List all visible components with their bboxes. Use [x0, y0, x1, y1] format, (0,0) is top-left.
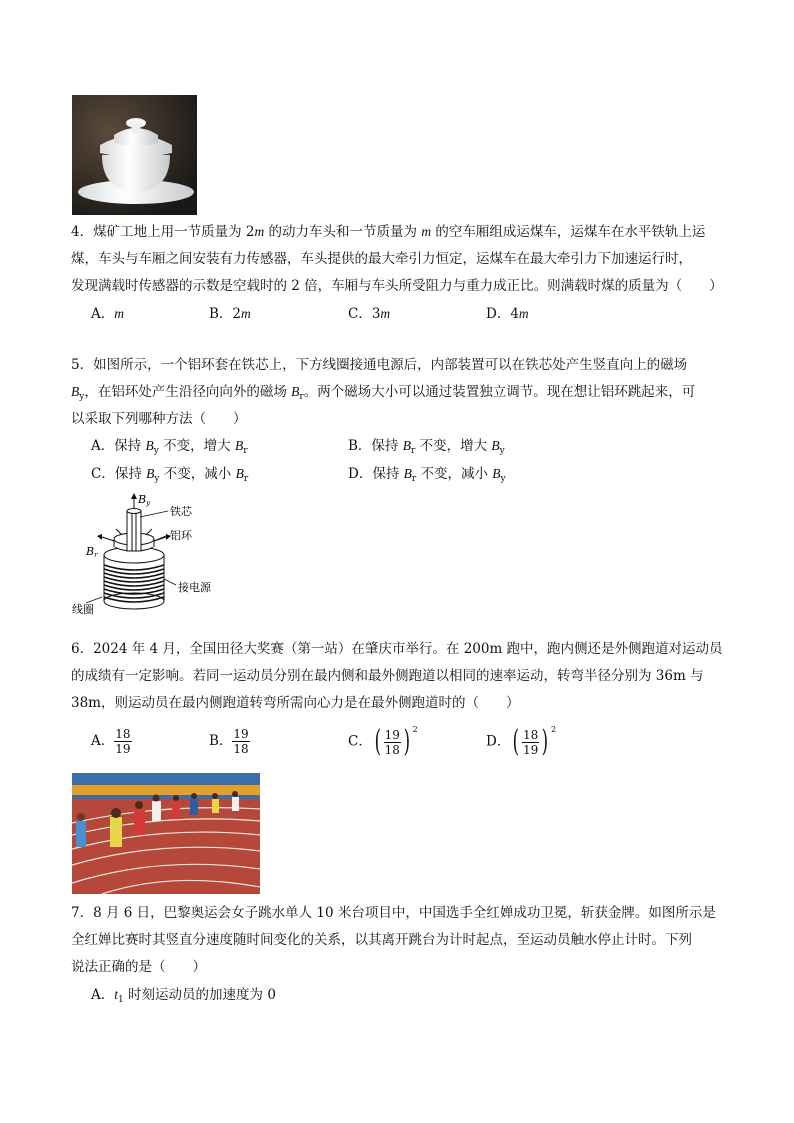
- q6-d-num: 18: [523, 727, 539, 742]
- q6-option-c[interactable]: C．( $\frac{19}{18}$ ) $^2$: [348, 724, 418, 759]
- q5-line-1: 5．如图所示，一个铝环套在铁芯上，下方线圈接通电源后，内部装置可以在铁芯处产生竖直向上的磁场: [71, 357, 688, 373]
- label-core: 铁芯: [170, 505, 192, 518]
- q6-a-frac: [114, 727, 131, 756]
- label-br: Br: [86, 545, 98, 559]
- q6-line-3: 38m，则运动员在最内侧跑道转弯所需向心力是在最外侧跑道时的（ ）: [71, 695, 520, 711]
- label-coil: 线圈: [72, 603, 94, 616]
- q6-b-frac: [232, 727, 249, 756]
- q7-line-2: 全红婵比赛时其竖直分速度随时间变化的关系，以其离开跳台为计时起点，至运动员触水停止计时。下列: [71, 932, 692, 948]
- q6-b-num: 19: [233, 727, 249, 741]
- q5-option-a[interactable]: A．保持 $B_y$ 不变，增大 $B_r$: [91, 438, 248, 456]
- track-photo: [72, 773, 260, 894]
- q6-c-num: 19: [384, 727, 400, 742]
- q4-option-b[interactable]: B．2m: [209, 306, 251, 322]
- q4-option-c[interactable]: C．3m: [348, 306, 391, 322]
- q6-d-power: 2: [551, 724, 557, 734]
- q6-c-den: 18: [384, 742, 400, 757]
- q4-option-d[interactable]: D．4m: [486, 306, 529, 322]
- iron-core: [127, 509, 141, 552]
- label-power: 接电源: [178, 581, 211, 594]
- q6-a-den: 19: [115, 742, 131, 756]
- q6-c-label: C．: [348, 733, 372, 750]
- q6-d-den: 19: [523, 742, 539, 757]
- q4-option-a[interactable]: A．m: [91, 306, 124, 322]
- coil-windings: [104, 565, 164, 602]
- q5-option-c[interactable]: C．保持 $B_y$ 不变，减小 $B_r$: [91, 466, 249, 484]
- q5-line-2: $B_y$，在铝环处产生沿径向向外的磁场 $B_r$。两个磁场大小可以通过装置独立调节。现在想让铝环跳起来，可: [71, 384, 696, 402]
- q5-option-d[interactable]: D．保持 $B_r$ 不变，减小 $B_y$: [348, 466, 506, 484]
- by-arrow: [131, 493, 137, 509]
- teacup-photo: [72, 95, 197, 215]
- q6-b-label: B．: [209, 733, 233, 749]
- q6-c-frac: [384, 728, 401, 757]
- q6-line-2: 的成绩有一定影响。若同一运动员分别在最内侧和最外侧跑道以相同的速率运动，转弯半径分别为 36m 与: [71, 668, 704, 684]
- q7-line-1: 7．8 月 6 日，巴黎奥运会女子跳水单人 10 米台项目中，中国选手全红婵成功卫冕，斩获金牌。如图所示是: [71, 905, 716, 921]
- q6-a-num: 18: [115, 727, 131, 741]
- label-by: By: [138, 493, 151, 507]
- q6-option-d[interactable]: D．( $\frac{18}{19}$ ) $^2$: [486, 724, 557, 759]
- q7-line-3: 说法正确的是（ ）: [71, 959, 206, 975]
- q6-option-a[interactable]: [91, 727, 132, 756]
- q4-line-1: 4．煤矿工地上用一节质量为 2m 的动力车头和一节质量为 m 的空车厢组成运煤车，运煤车在水平铁轨上运: [71, 224, 706, 240]
- q6-d-label: D．: [486, 733, 511, 750]
- q6-d-frac: [522, 728, 539, 757]
- q5-figure: [72, 493, 252, 618]
- q4-line-2: 煤，车头与车厢之间安装有力传感器，车头提供的最大牵引力恒定，运煤车在最大牵引力下加速运行时，: [71, 251, 692, 267]
- q7-option-a[interactable]: A．$t_1$ 时刻运动员的加速度为 0: [91, 987, 276, 1005]
- q5-option-b[interactable]: B．保持 $B_r$ 不变，增大 $B_y$: [348, 438, 505, 456]
- q4-line-3: 发现满载时传感器的示数是空载时的 2 倍，车厢与车头所受阻力与重力成正比。则满载时煤的质量为（ ）: [71, 278, 723, 294]
- q5-line-3: 以采取下列哪种方法（ ）: [71, 411, 247, 427]
- q6-line-1: 6．2024 年 4 月，全国田径大奖赛（第一站）在肇庆市举行。在 200m 跑中，跑内侧还是外侧跑道对运动员: [71, 641, 723, 657]
- q6-a-label: A．: [91, 733, 115, 749]
- q6-c-power: 2: [412, 724, 418, 734]
- q6-b-den: 18: [233, 742, 249, 756]
- label-ring: 铝环: [170, 529, 192, 542]
- q6-option-b[interactable]: [209, 727, 250, 756]
